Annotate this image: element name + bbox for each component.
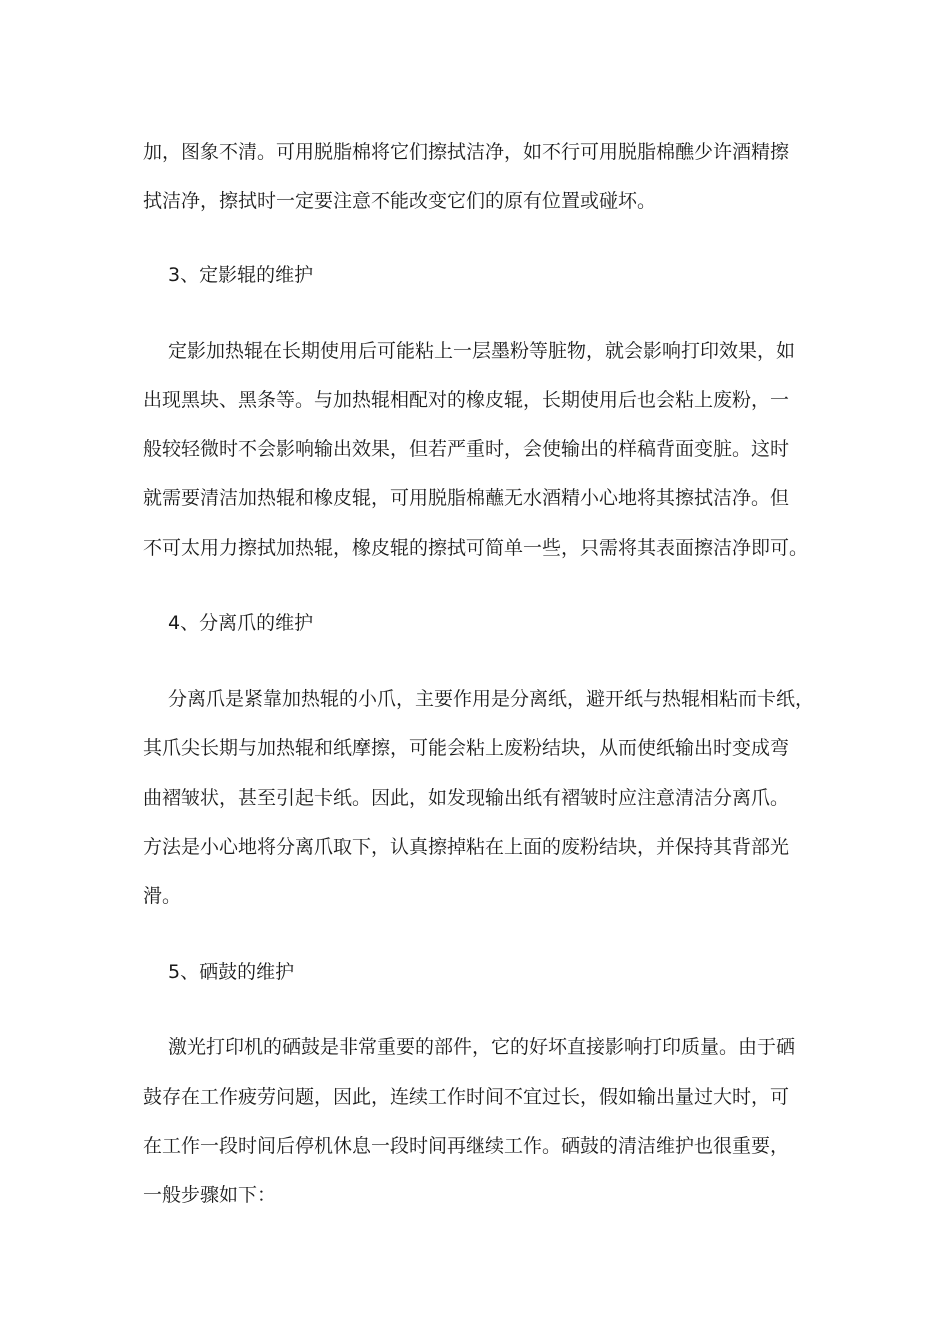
section-heading: 3、定影辊的维护 <box>168 264 314 286</box>
paragraph-line: 曲褶皱状，甚至引起卡纸。因此，如发现输出纸有褶皱时应注意清洁分离爪。 <box>143 787 790 809</box>
paragraph-line: 方法是小心地将分离爪取下，认真擦掉粘在上面的废粉结块，并保持其背部光 <box>143 836 790 858</box>
section-heading: 4、分离爪的维护 <box>168 612 314 634</box>
paragraph-line: 其爪尖长期与加热辊和纸摩擦，可能会粘上废粉结块，从而使纸输出时变成弯 <box>143 737 790 759</box>
section-heading: 5、硒鼓的维护 <box>168 961 295 983</box>
paragraph-line: 激光打印机的硒鼓是非常重要的部件，它的好坏直接影响打印质量。由于硒 <box>168 1036 796 1058</box>
paragraph-line: 鼓存在工作疲劳问题，因此，连续工作时间不宜过长，假如输出量过大时，可 <box>143 1086 790 1108</box>
paragraph-line: 拭洁净，擦拭时一定要注意不能改变它们的原有位置或碰坏。 <box>143 190 657 212</box>
paragraph-line: 加，图象不清。可用脱脂棉将它们擦拭洁净，如不行可用脱脂棉醮少许酒精擦 <box>143 141 790 163</box>
paragraph-line: 就需要清洁加热辊和橡皮辊，可用脱脂棉蘸无水酒精小心地将其擦拭洁净。但 <box>143 487 790 509</box>
paragraph-line: 分离爪是紧靠加热辊的小爪，主要作用是分离纸，避开纸与热辊相粘而卡纸， <box>168 688 815 710</box>
paragraph-line: 出现黑块、黑条等。与加热辊相配对的橡皮辊，长期使用后也会粘上废粉，一 <box>143 389 790 411</box>
paragraph-line: 般较轻微时不会影响输出效果，但若严重时，会使输出的样稿背面变脏。这时 <box>143 438 790 460</box>
paragraph-line: 定影加热辊在长期使用后可能粘上一层墨粉等脏物，就会影响打印效果，如 <box>168 340 796 362</box>
paragraph-line: 不可太用力擦拭加热辊，橡皮辊的擦拭可简单一些，只需将其表面擦洁净即可。 <box>143 537 809 559</box>
paragraph-line: 滑。 <box>143 885 182 907</box>
paragraph-line: 在工作一段时间后停机休息一段时间再继续工作。硒鼓的清洁维护也很重要， <box>143 1135 790 1157</box>
paragraph-line: 一般步骤如下： <box>143 1184 277 1206</box>
